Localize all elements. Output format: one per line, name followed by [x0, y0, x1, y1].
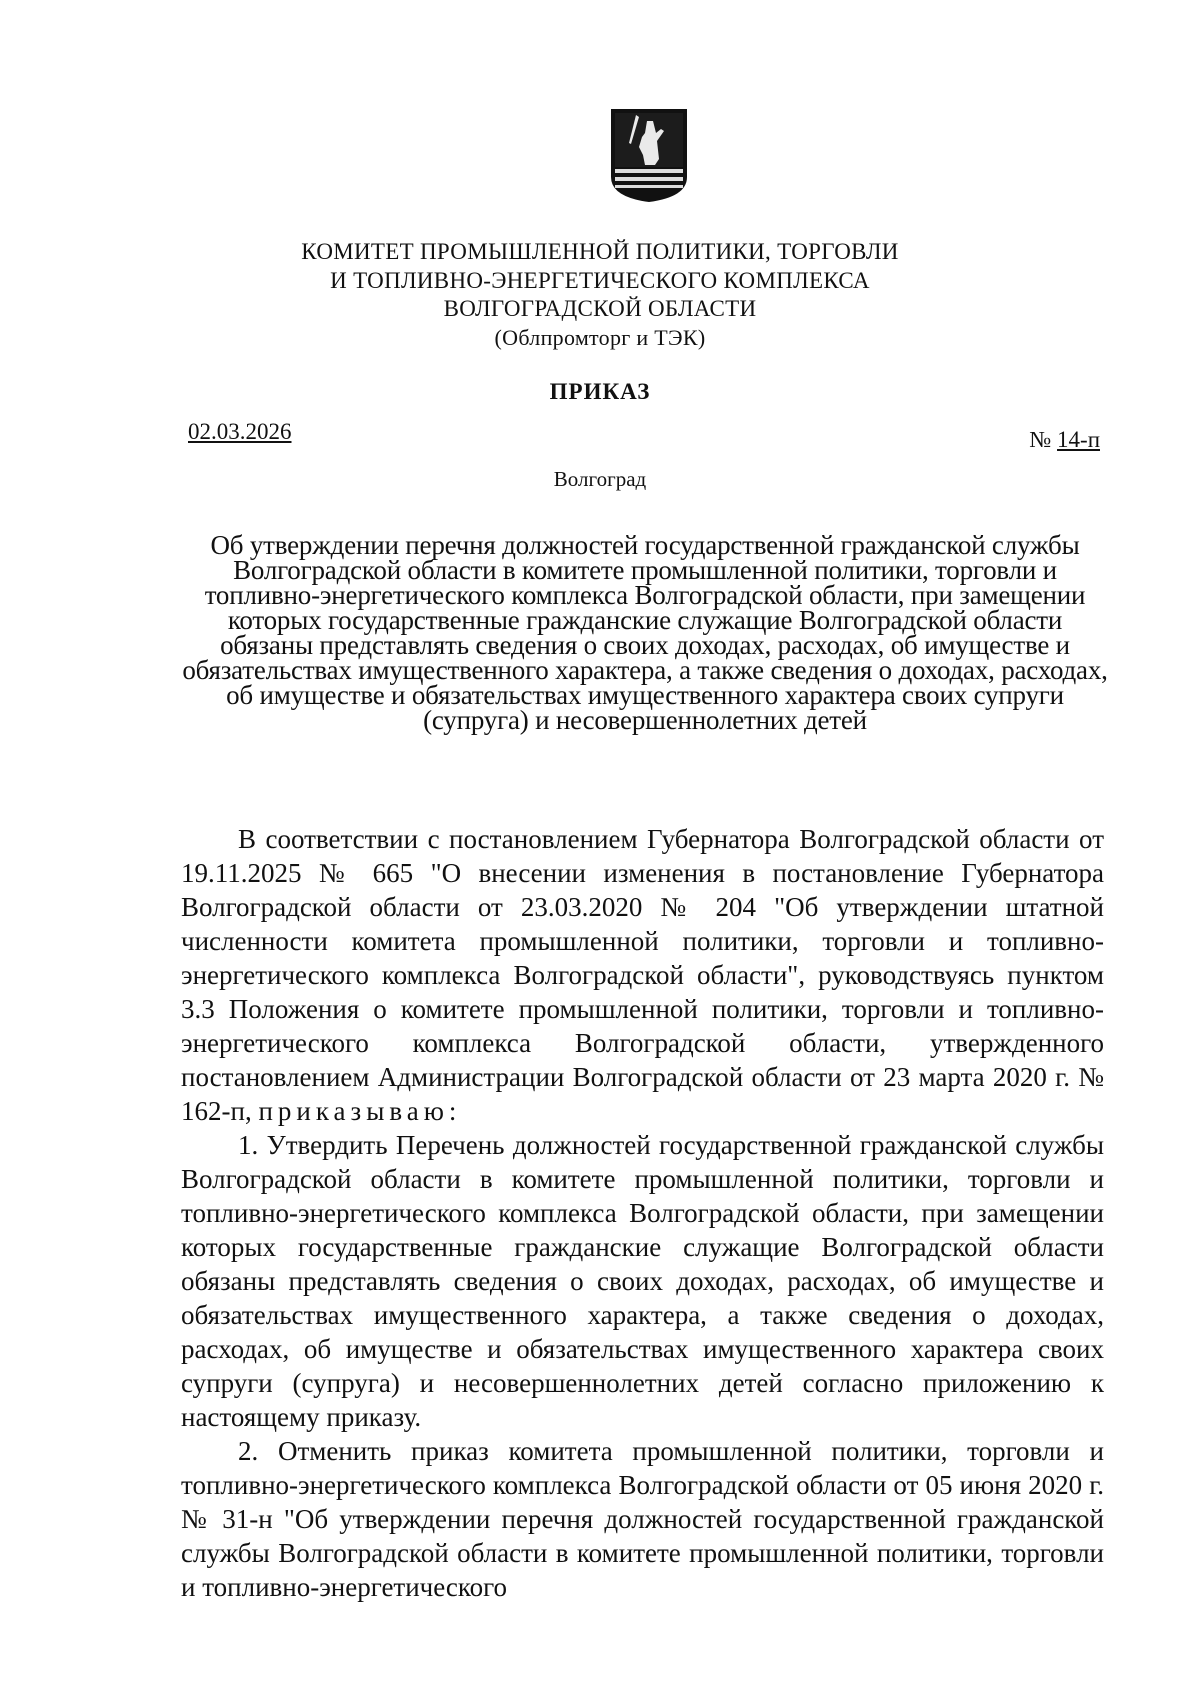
- document-date: 02.03.2026: [188, 419, 292, 444]
- document-number: [1029, 427, 1100, 453]
- order-item-2: 2. Отменить приказ комитета промышленной политики, торговли и топливно-энергетического комплекса Волгоградской области от 05 июня 2020 г. № 31-н "Об утверждении перечня должностей государственной гражданской службы Волгоградской области в комитете промышленной политики, торговли и топливно-энергетического: [181, 1436, 1104, 1602]
- preamble-paragraph: [181, 822, 1104, 1128]
- number-sign: №: [1029, 427, 1052, 452]
- document-city: Волгоград: [553, 467, 647, 491]
- order-word: приказываю:: [258, 1096, 462, 1126]
- org-name-line-2: И ТОПЛИВНО-ЭНЕРГЕТИЧЕСКОГО КОМПЛЕКСА: [330, 268, 870, 293]
- order-item-1: 1. Утвердить Перечень должностей государственной гражданской службы Волгоградской области в комитете промышленной политики, торговли и топливно-энергетического комплекса Волгоградской области, при замещении которых государственные гражданские служащие Волгоградской области обязаны представлять сведения о своих доходах, расходах, об имуществе и обязательствах имущественного характера, а также сведения о доходах, расходах, об имуществе и обязательствах имущественного характера своих супруги (супруга) и несовершеннолетних детей согласно приложению к настоящему приказу.: [181, 1130, 1104, 1432]
- org-name-line-1: КОМИТЕТ ПРОМЫШЛЕННОЙ ПОЛИТИКИ, ТОРГОВЛИ: [301, 239, 899, 264]
- coat-of-arms-icon: [609, 107, 689, 203]
- number-value: 14-п: [1057, 427, 1100, 452]
- org-name-line-3: ВОЛГОГРАДСКОЙ ОБЛАСТИ: [443, 296, 757, 321]
- document-subject: Об утверждении перечня должностей государственной гражданской службы Волгоградской области в комитете промышленной политики, торговли и топливно-энергетического комплекса Волгоградской области, при замещении которых государственные гражданские служащие Волгоградской области обязаны представлять сведения о своих доходах, расходах, об имуществе и обязательствах имущественного характера, а также сведения о доходах, расходах, об имуществе и обязательствах имущественного характера своих супруги (супруга) и несовершеннолетних детей: [182, 530, 1108, 735]
- document-type-title: ПРИКАЗ: [549, 379, 651, 404]
- preamble-text: В соответствии с постановлением Губернатора Волгоградской области от 19.11.2025 № 665 "О внесении изменения в постановление Губернатора Волгоградской области от 23.03.2020 № 204 "Об утверждении штатной численности комитета промышленной политики, торговли и топливно-энергетического комплекса Волгоградской области", руководствуясь пунктом 3.3 Положения о комитете промышленной политики, торговли и топливно-энергетического комплекса Волгоградской области, утвержденного постановлением Администрации Волгоградской области от 23 марта 2020 г. № 162-п,: [181, 824, 1104, 1126]
- document-body: [181, 822, 1104, 1604]
- org-short-name: (Облпромторг и ТЭК): [494, 325, 706, 350]
